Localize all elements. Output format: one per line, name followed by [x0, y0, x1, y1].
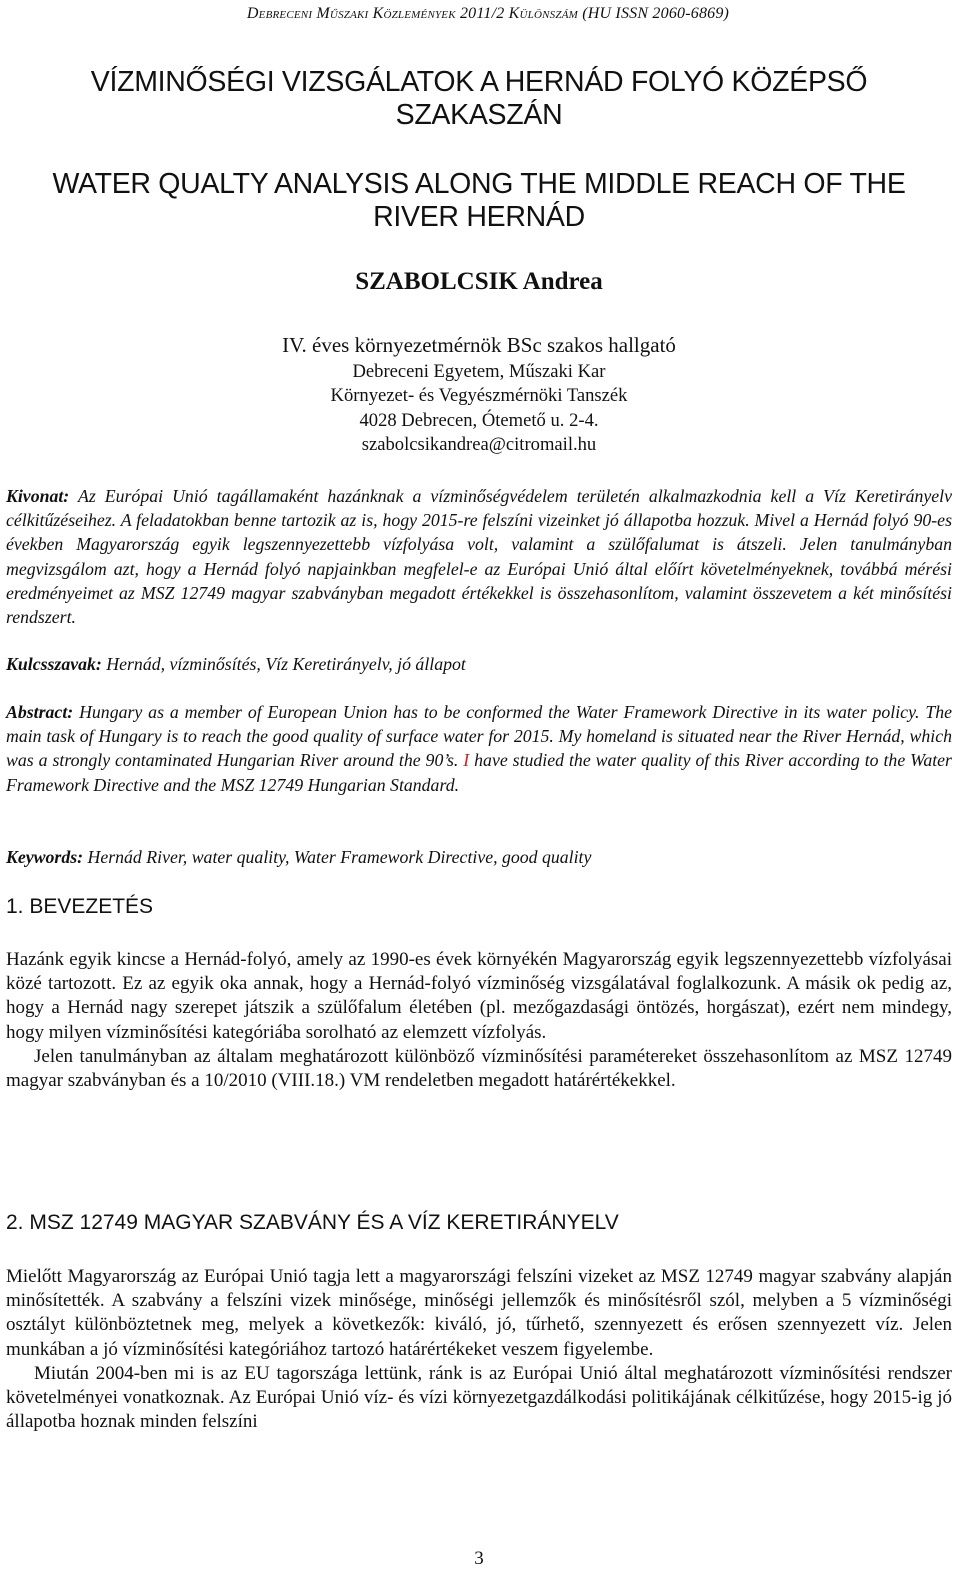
section-1-paragraph-2: Jelen tanulmányban az általam meghatározott különböző vízminősítési paramétereket összehasonlítom az MSZ 12749 magyar szabványban és a 10/2010 (VIII.18.) VM rendeletben megadott határértékekkel.	[6, 1045, 952, 1092]
author-status: IV. éves környezetmérnök BSc szakos hallgató	[282, 333, 676, 357]
title-hu-line1: VÍZMINŐSÉGI VIZSGÁLATOK A HERNÁD FOLYÓ KÖZÉPSŐ	[90, 66, 868, 98]
running-header	[148, 5, 828, 23]
kivonat-text: Az Európai Unió tagállamaként hazánknak a vízminőségvédelem területén alkalmazkodnia kell a Víz Keretirányelv célkitűzéseihez. A feladatokban benne tartozik az is, hogy 2015-re felszíni vizeinket jó állapotba hozzuk. Mivel a Hernád folyó 90-es években Magyarország egyik legszennyezettebb vízfolyása volt, valamint a szülőfalumat is átszeli. Jelen tanulmányban megvizsgálom azt, hogy a Hernád folyó napjainkban megfelel-e az Európai Unió által előírt követelményeknek, továbbá mérési eredményeimet az MSZ 12749 magyar szabványban megadott értékekkel is összehasonlítom, valamint összevetem a két minősítési rendszert.	[6, 486, 953, 628]
document-page	[6, 0, 952, 1577]
section-1-body	[6, 948, 952, 1093]
affiliation-email[interactable]: szabolcsikandrea@citromail.hu	[361, 434, 597, 455]
title-hungarian	[6, 66, 952, 132]
keywords-label: Keywords:	[6, 847, 84, 867]
affiliation-department: Környezet- és Vegyészmérnöki Tanszék	[330, 385, 628, 406]
abstract-highlight: I	[463, 750, 470, 771]
journal-issn: (HU ISSN 2060-6869)	[582, 5, 730, 22]
author-name: SZABOLCSIK Andrea	[355, 268, 603, 295]
journal-issue: 2011/2	[459, 5, 505, 22]
keywords-block	[6, 845, 952, 869]
section-2-paragraph-1: Mielőtt Magyarország az Európai Unió tagja lett a magyarországi felszíni vizeket az MSZ 12749 magyar szabvány alapján minősítették. A szabvány a felszíni vizek minősége, minőségi jellemzők és minősítésről szól, melyben a 5 vízminőségi osztályt különböztetnek meg, melyek a következők: kiváló, jó, tűrhető, szennyezett és erősen szennyezett víz. Jelen munkában a jó vízminősítési kategóriához tartozó határértékeket veszem figyelembe.	[6, 1266, 952, 1360]
section-heading-2: 2. MSZ 12749 MAGYAR SZABVÁNY ÉS A VÍZ KERETIRÁNYELV	[6, 1211, 619, 1234]
section-1-paragraph-1: Hazánk egyik kincse a Hernád-folyó, amely az 1990-es évek környékén Magyarország egyik legszennyezettebb vízfolyásai közé tartozott. Ez az egyik oka annak, hogy a Hernád-folyó vízminőség vizsgálatával foglalkozunk. A másik ok pedig az, hogy a Hernád nagy szerepet játszik a szülőfalum életében (pl. mezőgazdasági öntözés, horgászat), ezért nem mindegy, hogy milyen vízminősítési kategóriába sorolható az elemzett vízfolyás.	[6, 949, 952, 1043]
kulcsszavak-text: Hernád, vízminősítés, Víz Keretirányelv, jó állapot	[106, 654, 466, 674]
abstract-text-before: Hungary as a member of European Union has to be conformed the Water Framework Directive in its water policy. The main task of Hungary is to reach the good quality of surface water for 2015. My homeland is situated near the River Hernád, which was a strongly contaminated Hungarian River around the 90’s.	[6, 702, 952, 771]
title-en-line2: RIVER HERNÁD	[373, 201, 585, 233]
kulcsszavak-block	[6, 652, 952, 676]
title-english	[6, 168, 952, 234]
section-2-paragraph-2: Miután 2004-ben mi is az EU tagországa lettünk, ránk is az Európai Unió által meghatározott vízminősítési rendszer követelményei vonatkoznak. Az Európai Unió víz- és vízi környezetgazdálkodási politikájának célkitűzése, hogy 2015-ig jó állapotba hoznak minden felszíni	[6, 1362, 952, 1433]
abstract-block	[6, 700, 952, 797]
journal-special: Különszám	[508, 5, 578, 22]
page-number: 3	[474, 1548, 484, 1569]
kulcsszavak-label: Kulcsszavak:	[6, 654, 102, 674]
title-en-line1: WATER QUALTY ANALYSIS ALONG THE MIDDLE REACH OF THE	[52, 168, 906, 200]
title-hu-line2: SZAKASZÁN	[395, 99, 563, 131]
keywords-text: Hernád River, water quality, Water Framework Directive, good quality	[87, 847, 592, 867]
journal-name: Debreceni Műszaki Közlemények	[246, 5, 456, 22]
kivonat-label: Kivonat:	[6, 486, 70, 506]
abstract-text-after: have studied the water quality of this River according to the Water Framework Directive and the MSZ 12749 Hungarian Standard.	[6, 750, 952, 795]
abstract-label: Abstract:	[6, 702, 74, 722]
section-2-body	[6, 1265, 952, 1434]
affiliation-university: Debreceni Egyetem, Műszaki Kar	[352, 361, 606, 382]
kivonat-block	[6, 484, 952, 629]
affiliation-address: 4028 Debrecen, Ótemető u. 2-4.	[359, 410, 599, 431]
section-heading-1: 1. BEVEZETÉS	[6, 895, 154, 918]
